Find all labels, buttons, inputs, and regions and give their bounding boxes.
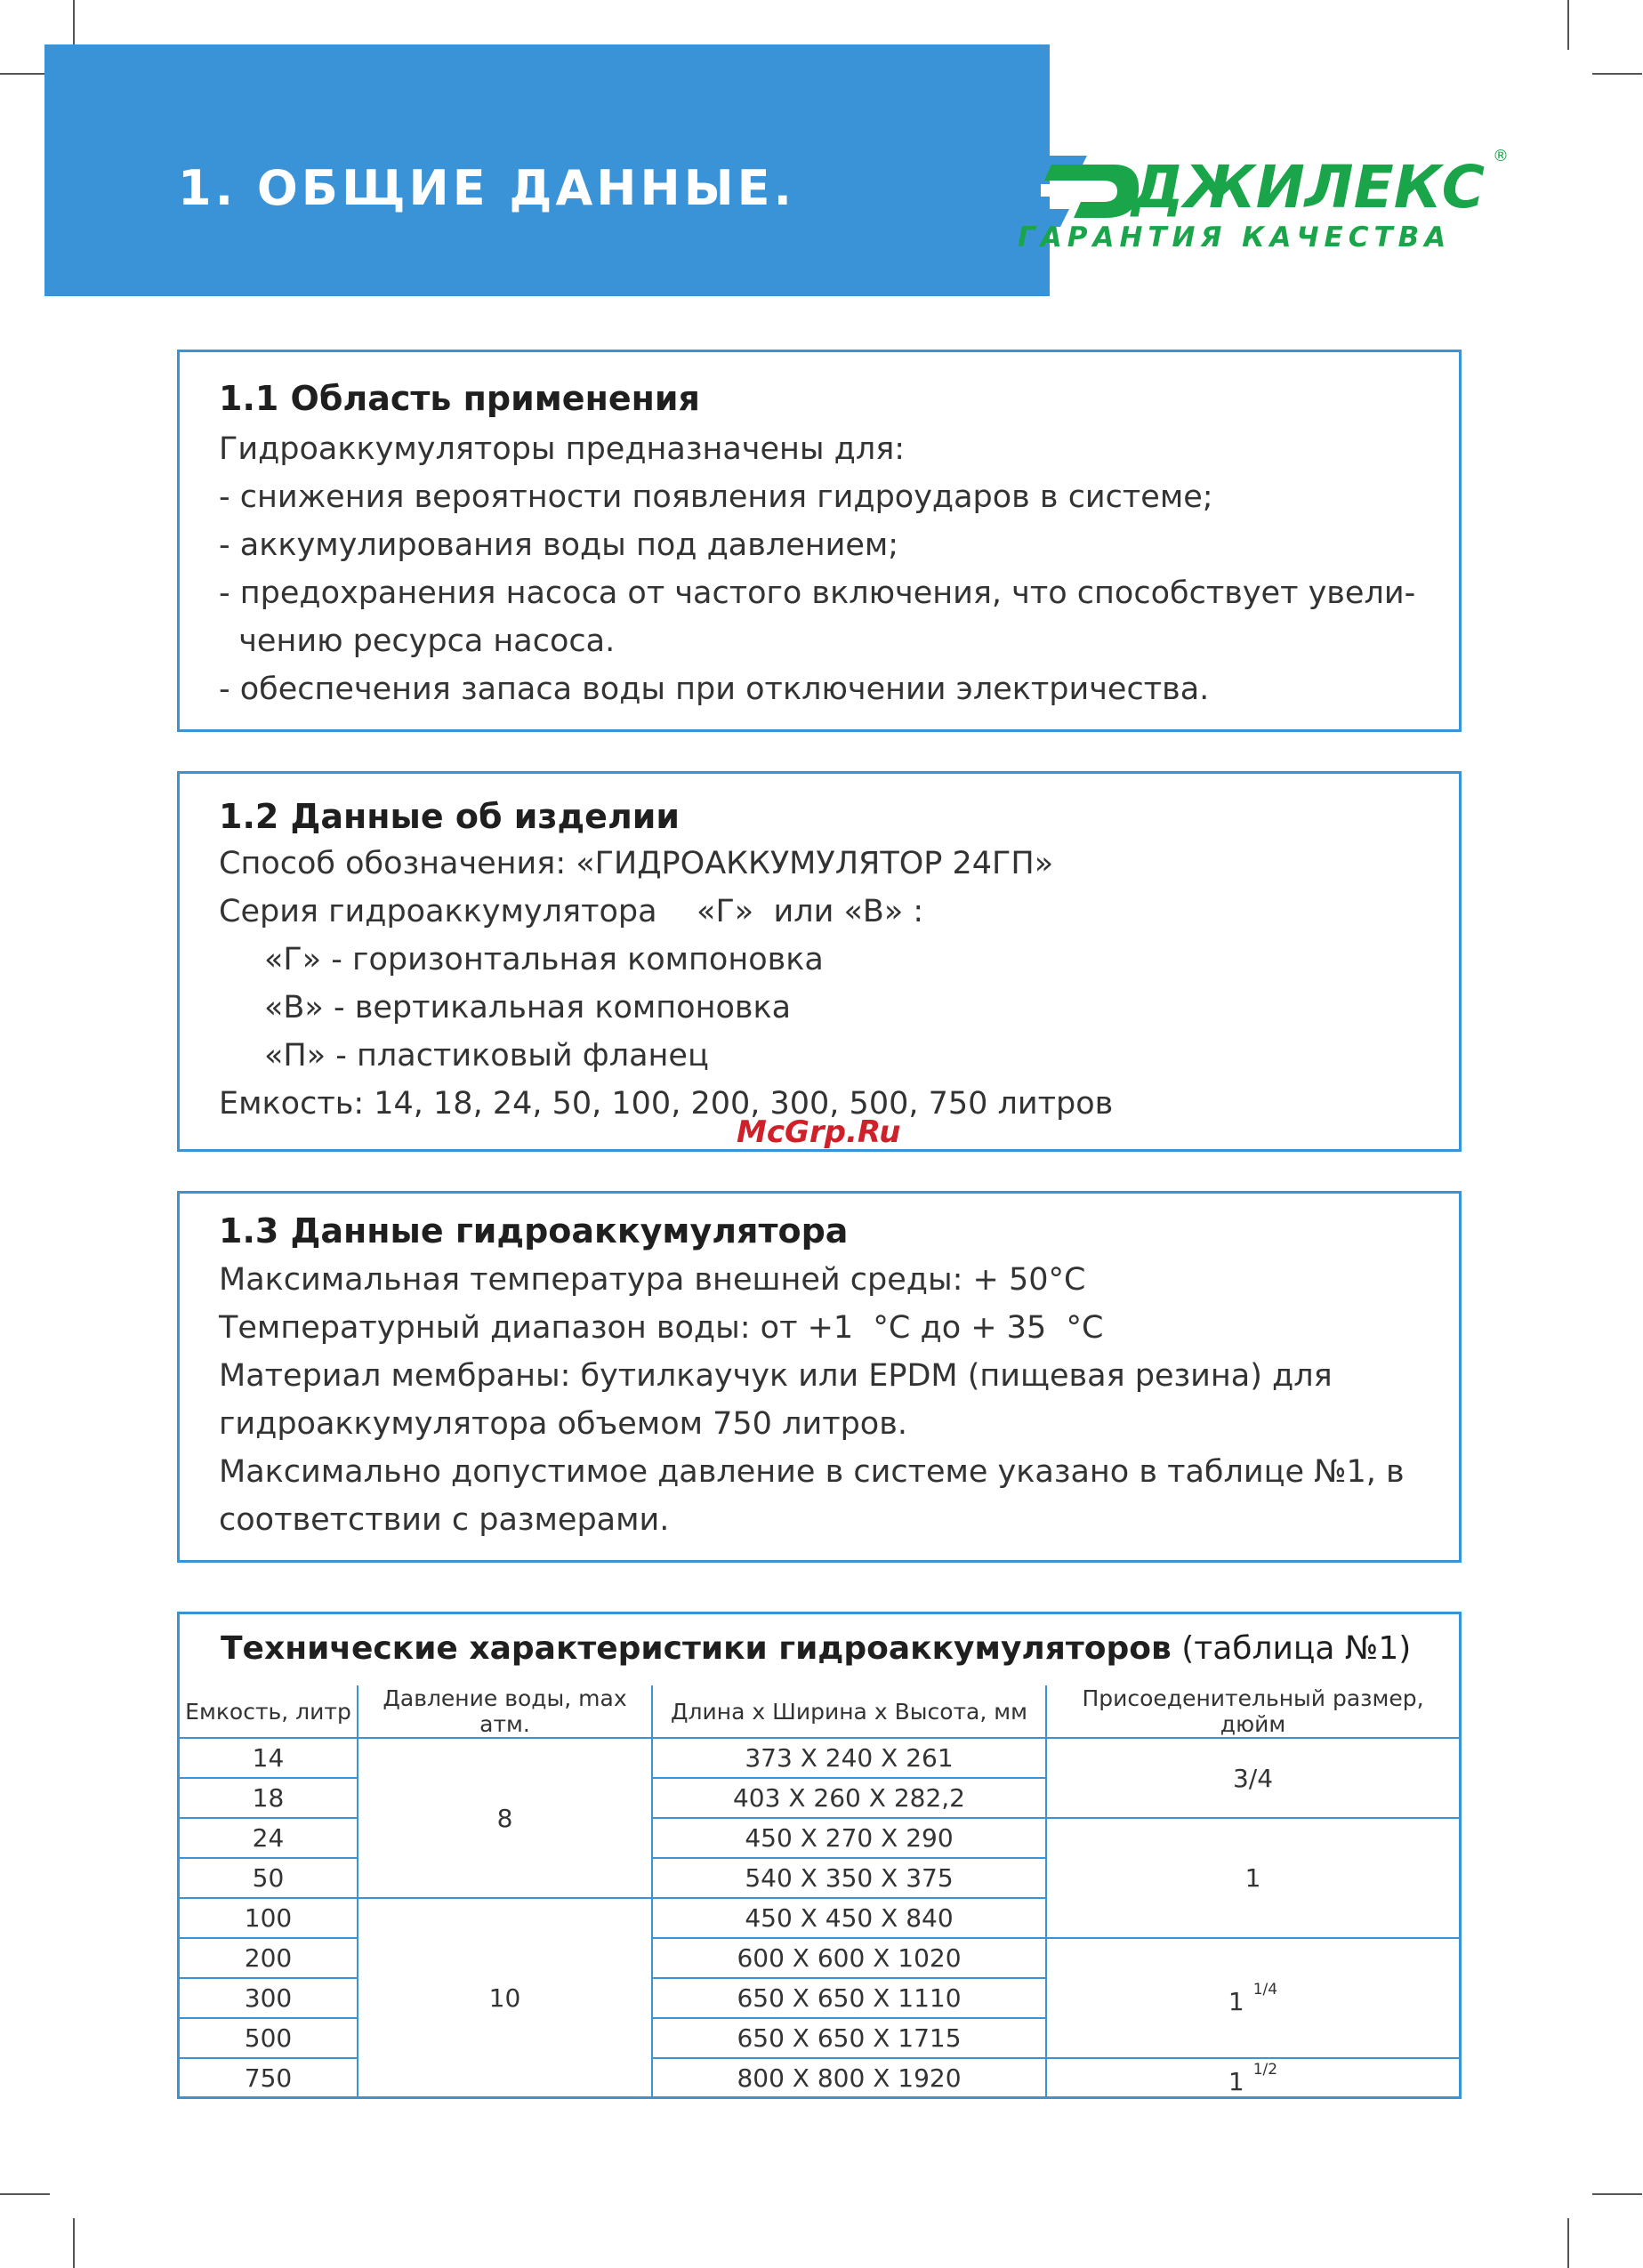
- cell-dimensions: 540 Х 350 Х 375: [652, 1858, 1046, 1898]
- cell-dimensions: 450 Х 270 Х 290: [652, 1818, 1046, 1858]
- cell-connection: [1046, 1938, 1459, 2058]
- table-title-normal: (таблица №1): [1181, 1630, 1412, 1667]
- cell-connection: [1046, 2058, 1459, 2097]
- connection-whole: 1: [1228, 2066, 1244, 2096]
- cell-capacity: 500: [180, 2018, 358, 2058]
- crop-mark: [0, 2193, 50, 2195]
- crop-mark: [73, 0, 75, 50]
- connection-fraction: 1/2: [1252, 2060, 1278, 2079]
- table-title: [221, 1630, 1411, 1667]
- brand-logo: [989, 138, 1527, 253]
- section-application: [177, 350, 1462, 732]
- text-line: «В» - вертикальная компоновка: [264, 990, 792, 1025]
- cell-dimensions: 650 Х 650 Х 1110: [652, 1978, 1046, 2018]
- text-line: Емкость: 14, 18, 24, 50, 100, 200, 300, 500, 750 литров: [219, 1086, 1114, 1122]
- watermark: McGrp.Ru: [737, 1114, 901, 1150]
- cell-pressure: 10: [358, 1898, 652, 2097]
- section-heading: 1.1 Область применения: [219, 379, 700, 418]
- cell-capacity: 300: [180, 1978, 358, 2018]
- text-line: Серия гидроаккумулятора «Г» или «В» :: [219, 894, 924, 929]
- cell-capacity: 50: [180, 1858, 358, 1898]
- cell-capacity: 100: [180, 1898, 358, 1938]
- cell-capacity: 24: [180, 1818, 358, 1858]
- logo-emblem-icon: [1007, 156, 1139, 227]
- text-line: - аккумулирования воды под давлением;: [219, 527, 899, 563]
- registered-mark: ®: [1493, 147, 1509, 165]
- cell-pressure: 8: [358, 1738, 652, 1898]
- header-dimensions: Длина х Ширина х Высота, мм: [652, 1685, 1046, 1738]
- text-line: Максимально допустимое давление в системе указано в таблице №1, в: [219, 1454, 1405, 1490]
- text-line: - снижения вероятности появления гидроударов в системе;: [219, 479, 1213, 515]
- section-product-data: [177, 771, 1462, 1152]
- text-line: Температурный диапазон воды: от +1 °С до + 35 °С: [219, 1310, 1104, 1346]
- cell-connection: 3/4: [1046, 1738, 1459, 1818]
- connection-whole: 1: [1228, 1986, 1244, 2016]
- brand-tagline: ГАРАНТИЯ КАЧЕСТВА: [1018, 221, 1452, 253]
- cell-dimensions: 373 Х 240 Х 261: [652, 1738, 1046, 1778]
- crop-mark: [1592, 73, 1642, 75]
- text-line: Способ обозначения: «ГИДРОАККУМУЛЯТОР 24ГП»: [219, 846, 1054, 881]
- connection-fraction: 1/4: [1252, 1980, 1278, 1999]
- text-line: гидроаккумулятора объемом 750 литров.: [219, 1406, 907, 1442]
- crop-mark: [1592, 2193, 1642, 2195]
- cell-capacity: 14: [180, 1738, 358, 1778]
- cell-connection: 1: [1046, 1818, 1459, 1938]
- spec-table: [180, 1685, 1459, 2098]
- text-line: соответствии с размерами.: [219, 1502, 670, 1538]
- crop-mark: [73, 2218, 75, 2268]
- cell-dimensions: 800 Х 800 Х 1920: [652, 2058, 1046, 2097]
- header-capacity: Емкость, литр: [180, 1685, 358, 1738]
- section-heading: 1.3 Данные гидроаккумулятора: [219, 1211, 849, 1251]
- cell-capacity: 18: [180, 1778, 358, 1818]
- crop-mark: [1567, 0, 1569, 50]
- cell-dimensions: 600 Х 600 Х 1020: [652, 1938, 1046, 1978]
- text-line: «П» - пластиковый фланец: [264, 1038, 709, 1074]
- table-row: [180, 1738, 1459, 1778]
- text-line: «Г» - горизонтальная компоновка: [264, 942, 824, 977]
- header-pressure: Давление воды, max атм.: [358, 1685, 652, 1738]
- crop-mark: [0, 73, 50, 75]
- brand-name: ДЖИЛЕКС: [1132, 153, 1486, 221]
- text-line: Максимальная температура внешней среды: + 50°С: [219, 1262, 1086, 1298]
- page-title: 1. ОБЩИЕ ДАННЫЕ.: [178, 160, 796, 216]
- text-line: Гидроаккумуляторы предназначены для:: [219, 431, 906, 467]
- cell-dimensions: 450 Х 450 Х 840: [652, 1898, 1046, 1938]
- spec-table-box: [177, 1612, 1462, 2099]
- crop-mark: [1567, 2218, 1569, 2268]
- text-line: Материал мембраны: бутилкаучук или EPDM (пищевая резина) для: [219, 1358, 1333, 1394]
- text-line: чению ресурса насоса.: [219, 623, 616, 659]
- table-header-row: [180, 1685, 1459, 1738]
- cell-dimensions: 403 Х 260 Х 282,2: [652, 1778, 1046, 1818]
- section-accumulator-data: [177, 1191, 1462, 1563]
- section-heading: 1.2 Данные об изделии: [219, 797, 681, 836]
- cell-dimensions: 650 Х 650 Х 1715: [652, 2018, 1046, 2058]
- text-line: - предохранения насоса от частого включения, что способствует увели-: [219, 575, 1416, 611]
- text-line: - обеспечения запаса воды при отключении электричества.: [219, 672, 1210, 707]
- cell-capacity: 200: [180, 1938, 358, 1978]
- cell-capacity: 750: [180, 2058, 358, 2097]
- table-title-bold: Технические характеристики гидроаккумуляторов: [221, 1630, 1172, 1667]
- header-connection: Присоеденительный размер, дюйм: [1046, 1685, 1459, 1738]
